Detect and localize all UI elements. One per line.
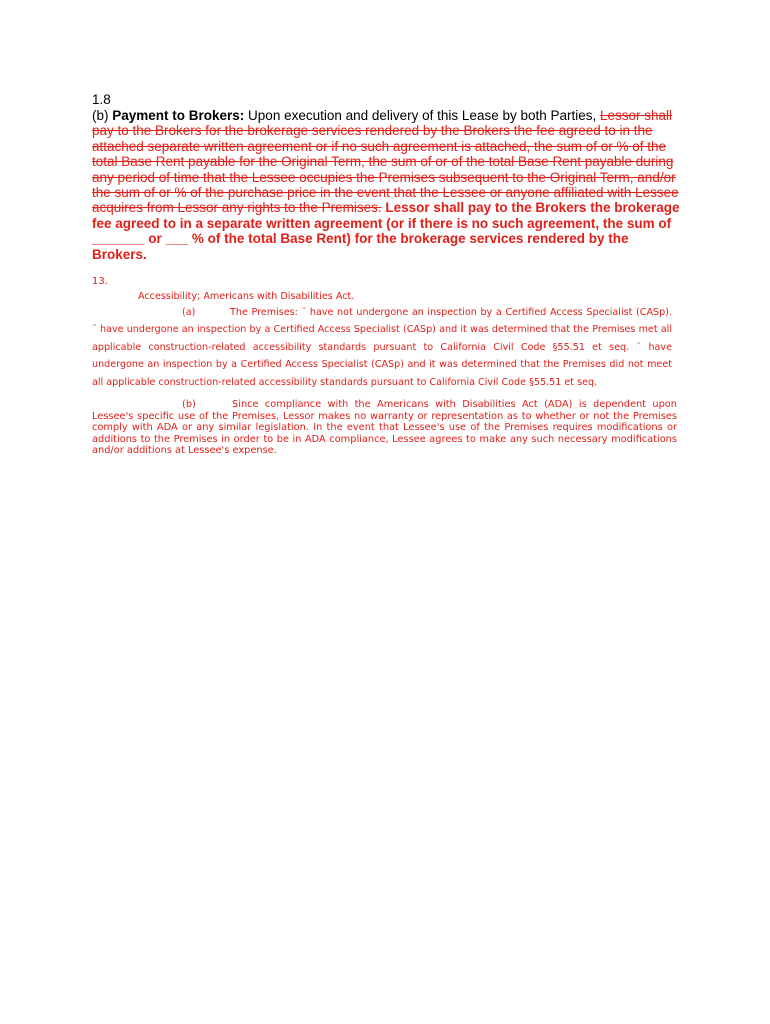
- ada-paragraph-a: [92, 304, 672, 391]
- ada-section-number: 13.: [92, 276, 108, 288]
- section-number: 1.8: [92, 92, 111, 107]
- ada-section-title: Accessibility; Americans with Disabilities Act.: [138, 291, 355, 303]
- payment-heading: Payment to Brokers:: [112, 108, 245, 123]
- payment-to-brokers-paragraph: [92, 108, 682, 262]
- lease-excerpt: [92, 92, 682, 457]
- ada-b-label: (b): [182, 399, 196, 411]
- ada-a-text: The Premises: ¨ have not undergone an inspection by a Certified Access Specialist (CASp). ¨ have undergone an inspection by a Certified Access Specialist (CASp) and it was determined that the Premises met all applicable construction-related accessibility standards pursuant to California Civil Code §55.51 et seq. ¨ have undergone an inspection by a Certified Access Specialist (CASp) and it was determined that the Premises did not meet all applicable construction-related accessibility standards pursuant to California Civil Code §55.51 et seq.: [92, 307, 672, 388]
- inserted-revision-text: Lessor shall pay to the Brokers the brokerage fee agreed to in a separate written agreement (or if there is no such agreement, the sum of _______ or ___ % of the total Base Rent) for the brokerage services rendered by the Brokers.: [92, 200, 680, 262]
- payment-intro: Upon execution and delivery of this Lease by both Parties,: [244, 108, 601, 123]
- payment-label-prefix: (b): [92, 108, 113, 123]
- ada-b-text: Since compliance with the Americans with Disabilities Act (ADA) is dependent upon Lessee's specific use of the Premises, Lessor makes no warranty or representation as to whether or not the Premises comply with ADA or any similar legislation. In the event that Lessee's use of the Premises requires modifications or additions to the Premises in order to be in ADA compliance, Lessee agrees to make any such necessary modifications and/or additions at Lessee's expense.: [92, 399, 677, 457]
- ada-paragraph-b: [92, 399, 677, 457]
- struck-through-text: Lessor shall pay to the Brokers for the brokerage services rendered by the Brokers the fee agreed to in the attached separate written agreement or if no such agreement is attached, the sum of or % of the total Base Rent payable for the Original Term, the sum of or of the total Base Rent payable during any period of time that the Lessee occupies the Premises subsequent to the Original Term, and/or the sum of or % of the purchase price in the event that the Lessee or anyone affiliated with Lessee acquires from Lessor any rights to the Premises.: [92, 108, 679, 216]
- ada-a-label: (a): [182, 307, 196, 319]
